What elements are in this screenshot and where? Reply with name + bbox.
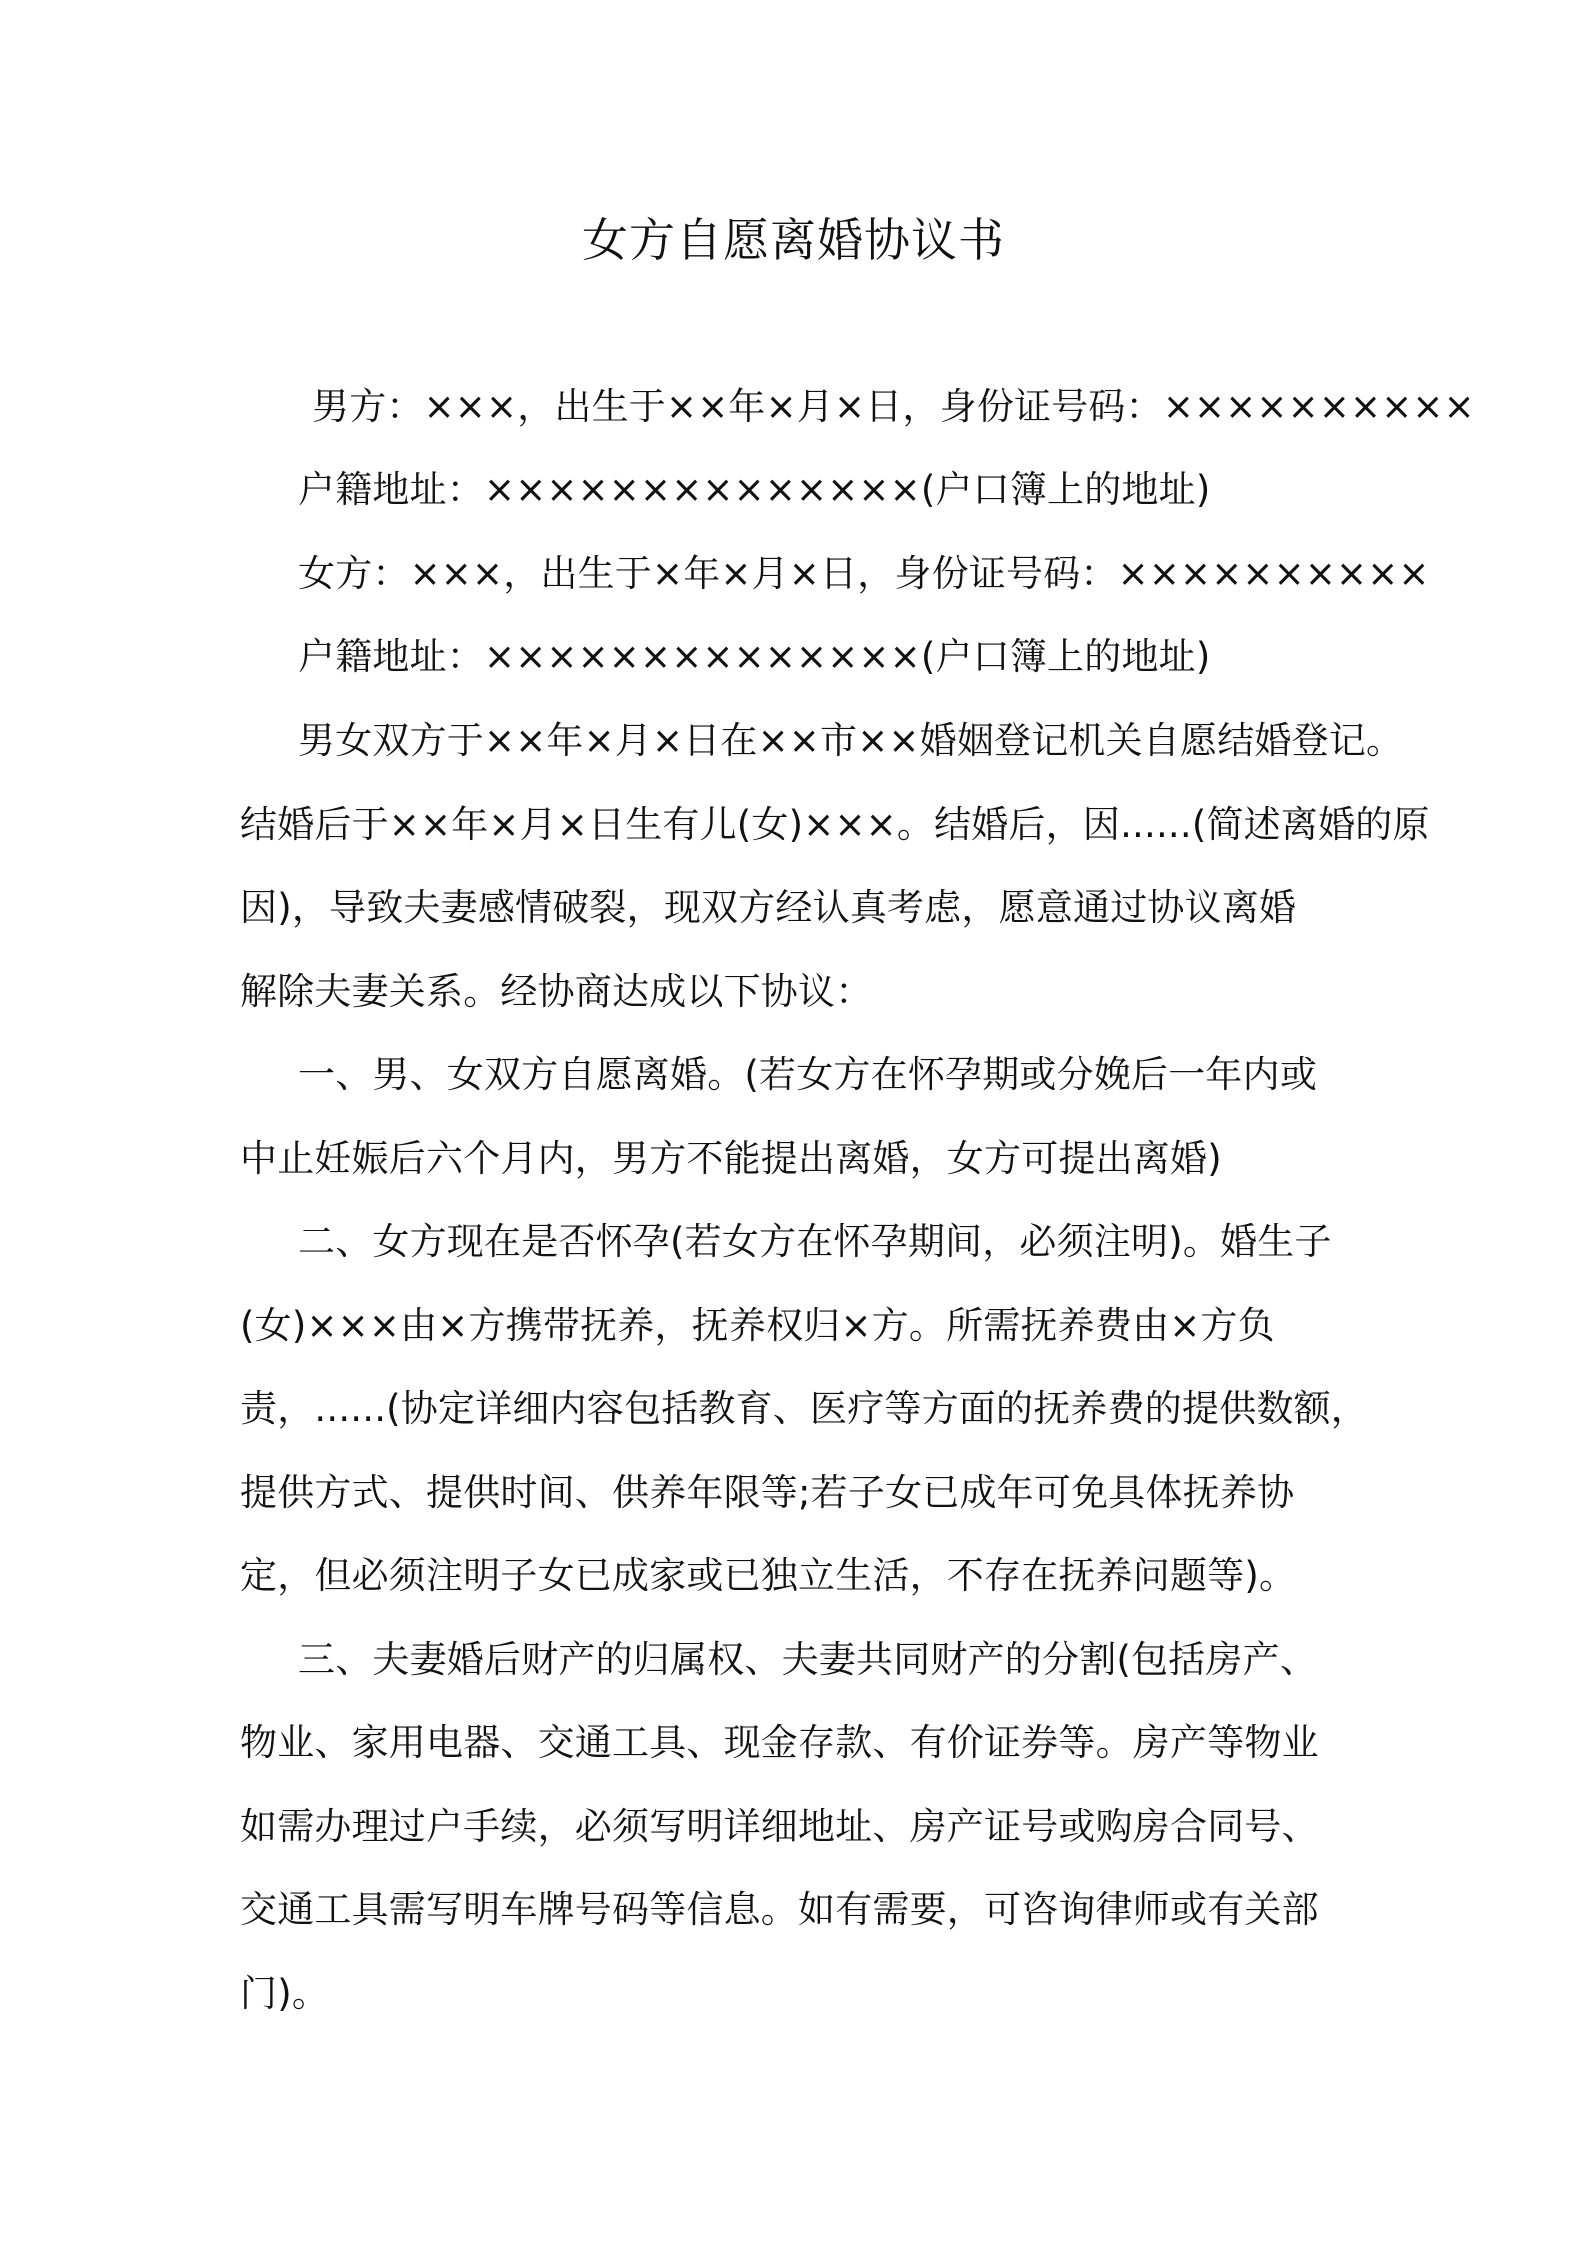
female-party-line: 女方：×××，出生于×年×月×日，身份证号码：××××××××××	[298, 552, 1430, 595]
clause-2-line: (女)×××由×方携带抚养，抚养权归×方。所需抚养费由×方负	[240, 1304, 1275, 1347]
intro-line: 因)，导致夫妻感情破裂，现双方经认真考虑，愿意通过协议离婚	[240, 886, 1297, 929]
male-party-line: 男方：×××，出生于××年×月×日，身份证号码：××××××××××	[312, 385, 1475, 428]
clause-1-line: 中止妊娠后六个月内，男方不能提出离婚，女方可提出离婚)	[240, 1137, 1222, 1180]
intro-line: 男女双方于××年×月×日在××市××婚姻登记机关自愿结婚登记。	[298, 719, 1404, 762]
intro-line: 解除夫妻关系。经协商达成以下协议：	[240, 970, 873, 1013]
clause-3-line: 物业、家用电器、交通工具、现金存款、有价证券等。房产等物业	[240, 1721, 1319, 1764]
male-address-line: 户籍地址：××××××××××××××(户口簿上的地址)	[298, 468, 1211, 511]
clause-3-line: 如需办理过户手续，必须写明详细地址、房产证号或购房合同号、	[240, 1805, 1319, 1848]
clause-1-line: 一、男、女双方自愿离婚。(若女方在怀孕期或分娩后一年内或	[298, 1053, 1318, 1096]
clause-2-line: 二、女方现在是否怀孕(若女方在怀孕期间，必须注明)。婚生子	[298, 1220, 1332, 1263]
female-address-line: 户籍地址：××××××××××××××(户口簿上的地址)	[298, 635, 1211, 678]
document-title: 女方自愿离婚协议书	[582, 213, 1005, 267]
clause-2-line: 定，但必须注明子女已成家或已独立生活，不存在抚养问题等)。	[240, 1554, 1297, 1597]
clause-3-line: 交通工具需写明车牌号码等信息。如有需要，可咨询律师或有关部	[240, 1888, 1319, 1931]
clause-2-line: 提供方式、提供时间、供养年限等;若子女已成年可免具体抚养协	[240, 1471, 1295, 1514]
intro-line: 结婚后于××年×月×日生有儿(女)×××。结婚后，因......(简述离婚的原	[240, 803, 1430, 846]
clause-2-line: 责，......(协定详细内容包括教育、医疗等方面的抚养费的提供数额，	[240, 1387, 1369, 1430]
clause-3-line: 门)。	[240, 1972, 330, 2015]
clause-3-line: 三、夫妻婚后财产的归属权、夫妻共同财产的分割(包括房产、	[298, 1638, 1318, 1681]
